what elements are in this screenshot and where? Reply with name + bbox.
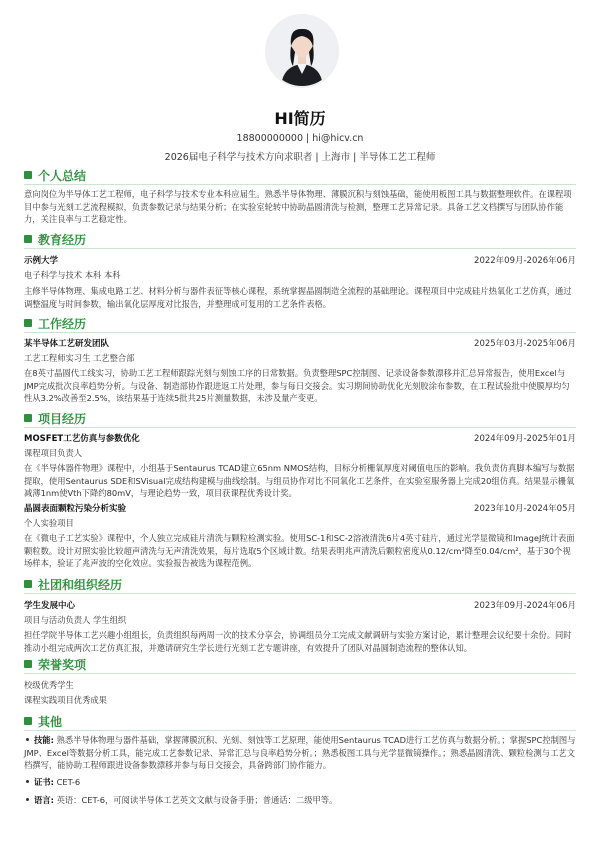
activity-date: 2023年09月-2024年06月 (474, 601, 576, 611)
project-name: 晶圆表面颗粒污染分析实验 (24, 504, 127, 514)
section-other-title (24, 713, 62, 729)
skills-label: 技能: (34, 735, 54, 745)
section-divider (24, 673, 576, 674)
contact-info: 18800000000 | hi@hicv.cn (236, 133, 364, 144)
project-date: 2024年09月-2025年01月 (474, 434, 576, 444)
work-text: 在8英寸晶圆代工线实习，协助工艺工程师跟踪光刻与刻蚀工序的日常数据。负责整理SPC控制图、记录设备参数漂移并汇总异常报告，使用Excel与JMP完成批次良率趋势分析。与设备、制造部协作跟进返工片处理，参与每日交接会。实习期间协助优化光刻胶涂布参数，在工程试验批中使膜厚均匀性从3.2%改善至2.5%，该结果基于连续5批共25片测量数据，未涉及量产变更。 (24, 368, 570, 403)
section-awards-label: 荣誉奖项 (38, 657, 87, 672)
project-text: 在《微电子工艺实验》课程中，个人独立完成硅片清洗与颗粒检测实验。使用SC-1和SC-2溶液清洗6片4英寸硅片，通过光学显微镜和ImageJ统计表面颗粒数。设计对照实验比较超声清洗与无声清洗效果，每片选取5个区域计数。结果表明兆声清洗后颗粒密度从0.12/cm²降至0.04/cm²，基于30个视场样本，验证了兆声波的空化效应。实验报告被选为课程范例。 (24, 533, 575, 568)
section-marker-icon (24, 660, 32, 668)
activity-text: 担任学院半导体工艺兴趣小组组长，负责组织每两周一次的技术分享会，协调组员分工完成文献调研与实验方案讨论，累计整理会议纪要十余份。同时推动小组完成两次工艺仿真汇报，并邀请研究生学长进行光刻工艺专题讲座，有效提升了团队对晶圆制造流程的整体认知。 (24, 630, 572, 653)
job-intent: 2026届电子科学与技术方向求职者 | 上海市 | 半导体工艺工程师 (164, 152, 436, 163)
section-summary-title (24, 167, 86, 183)
section-activities-label: 社团和组织经历 (38, 577, 123, 592)
section-awards-title (24, 656, 86, 672)
cert-label: 证书: (34, 777, 54, 787)
award-item: 校级优秀学生 (24, 680, 74, 690)
section-projects-label: 项目经历 (38, 411, 87, 426)
language-label: 语言: (34, 795, 54, 805)
skills-text: 熟悉半导体物理与器件基础，掌握薄膜沉积、光刻、刻蚀等工艺原理，能使用Sentaurus TCAD进行工艺仿真与数据分析。；掌握SPC控制图与JMP、Excel等数据分析工具，能完成工艺参数记录、异常汇总与良率趋势分析。；熟悉板图工具与光学显微镜操作。；熟悉晶圆清洗、颗粒检测与工艺文档撰写，能协助工程师跟进设备参数漂移并参与每日交接会，具备跨部门协作能力。 (24, 735, 576, 770)
bullet-dot-icon (26, 780, 29, 783)
cert-text: CET-6 (56, 777, 81, 787)
section-other-label: 其他 (38, 714, 63, 729)
candidate-name: HI简历 (274, 109, 326, 128)
skills-item (24, 734, 576, 772)
education-text: 主修半导体物理、集成电路工艺、材料分析与器件表征等核心课程，系统掌握晶圆制造全流程的基础理论。课程项目中完成硅片热氧化工艺仿真，通过调整温度与时间参数，输出氧化层厚度对比报告，并整理成可复用的工艺条件表格。 (24, 286, 572, 309)
section-divider (24, 593, 576, 594)
section-education-title (24, 231, 86, 247)
work-date: 2025年03月-2025年06月 (474, 339, 576, 349)
section-divider (24, 730, 576, 731)
bullet-dot-icon (26, 738, 29, 741)
project-role: 个人实验项目 (24, 518, 74, 528)
education-major: 电子科学与技术 本科 本科 (24, 270, 121, 280)
project-role: 课程项目负责人 (24, 448, 83, 458)
activity-role: 项目与活动负责人 学生组织 (24, 615, 127, 625)
cert-item (24, 776, 576, 789)
avatar (265, 14, 339, 88)
section-projects-title (24, 410, 86, 426)
section-marker-icon (24, 171, 32, 179)
section-work-title (24, 315, 86, 331)
section-marker-icon (24, 319, 32, 327)
language-text: 英语：CET-6，可阅读半导体工艺英文文献与设备手册；普通话：二级甲等。 (56, 795, 338, 805)
work-role: 工艺工程师实习生 工艺整合部 (24, 353, 135, 363)
section-divider (24, 332, 576, 333)
section-activities-title (24, 576, 122, 592)
section-divider (24, 184, 576, 185)
section-education-label: 教育经历 (38, 232, 87, 247)
project-name: MOSFET工艺仿真与参数优化 (24, 434, 140, 444)
education-date: 2022年09月-2026年06月 (474, 256, 576, 266)
summary-text: 意向岗位为半导体工艺工程师，电子科学与技术专业本科应届生。熟悉半导体物理、薄膜沉积与刻蚀基础，能使用板图工具与数据整理软件。在课程项目中参与光刻工艺流程模拟，负责参数记录与结果分析；在实验室轮转中协助晶圆清洗与检测，整理工艺异常记录。具备工艺文档撰写与团队协作能力，关注良率与工艺稳定性。 (24, 189, 572, 224)
company-name: 某半导体工艺研发团队 (24, 339, 110, 349)
profile-photo-icon (267, 16, 337, 86)
section-divider (24, 248, 576, 249)
section-divider (24, 427, 576, 428)
section-marker-icon (24, 580, 32, 588)
school-name: 示例大学 (24, 256, 59, 266)
award-item: 课程实践项目优秀成果 (24, 695, 107, 705)
project-date: 2023年10月-2024年05月 (474, 504, 576, 514)
org-name: 学生发展中心 (24, 601, 76, 611)
section-work-label: 工作经历 (38, 316, 87, 331)
bullet-dot-icon (26, 798, 29, 801)
section-summary-label: 个人总结 (38, 168, 87, 183)
language-item (24, 794, 576, 807)
section-marker-icon (24, 235, 32, 243)
project-text: 在《半导体器件物理》课程中，小组基于Sentaurus TCAD建立65nm NMOS结构，目标分析栅氧厚度对阈值电压的影响。我负责仿真脚本编写与数据提取，使用Sentaurus SDE和SVisual完成结构建模与曲线绘制。与组员协作对比不同氧化工艺条件，在实验室服务器上完成20组仿真。结果显示栅氧减薄1nm使Vth下降约80mV，与理论趋势一致，项目获课程优秀设计奖。 (24, 463, 575, 498)
section-marker-icon (24, 414, 32, 422)
section-marker-icon (24, 717, 32, 725)
